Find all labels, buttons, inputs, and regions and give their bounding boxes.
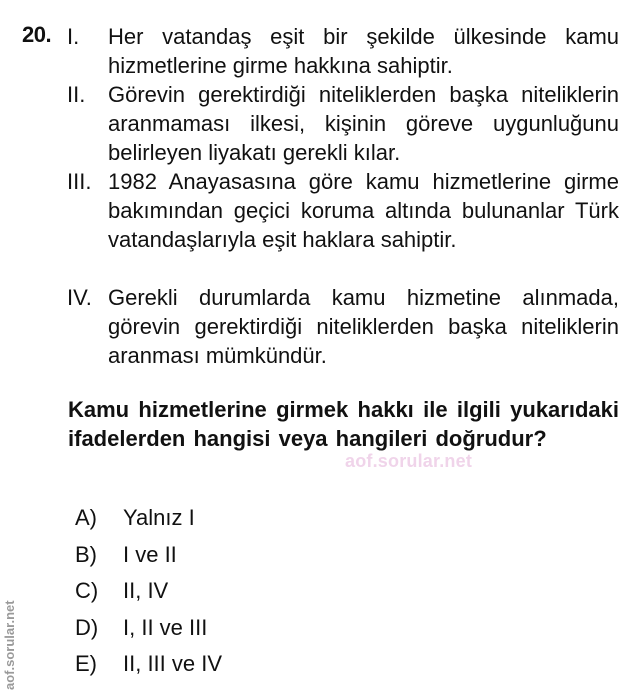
statement-iii [67, 167, 619, 254]
option-letter: B) [75, 541, 97, 567]
option-letter: E) [75, 651, 97, 676]
statement-iv [67, 283, 619, 370]
statement-roman: IV. [67, 285, 92, 310]
statement-text: Gerekli durumlarda kamu hizmetine alınmada, görevin gerektirdiği niteliklerden başka niteliklerin aranması mümkündür. [108, 285, 619, 368]
option-text: II, III ve IV [123, 651, 223, 676]
watermark-center: aof.sorular.net [345, 451, 473, 471]
question-prompt: Kamu hizmetlerine girmek hakkı ile ilgili yukarıdaki ifadelerden hangisi veya hangileri doğrudur? [68, 397, 619, 451]
option-letter: A) [75, 505, 97, 530]
statement-roman: II. [67, 82, 86, 107]
option-text: Yalnız I [123, 505, 195, 530]
option-letter: D) [75, 614, 99, 640]
question-number: 20. [22, 22, 52, 47]
option-text: II, IV [123, 578, 169, 603]
option-text: I ve II [123, 541, 177, 567]
statement-text: Her vatandaş eşit bir şekilde ülkesinde kamu hizmetlerine girme hakkına sahiptir. [108, 24, 619, 78]
option-letter: C) [75, 578, 99, 603]
statement-text: 1982 Anayasasına göre kamu hizmetlerine girme bakımından geçici koruma altında bulunanlar Türk vatandaşlarıyla eşit haklara sahiptir. [108, 169, 619, 252]
statement-roman: III. [67, 169, 92, 194]
statement-ii [67, 80, 619, 167]
statement-text: Görevin gerektirdiği niteliklerden başka niteliklerin aranmaması ilkesi, kişinin göreve uygunluğunu belirleyen liyakatı gerekli kılar. [108, 82, 619, 165]
statement-i [67, 22, 619, 80]
statement-roman: I. [67, 24, 80, 49]
watermark-side: aof.sorular.net [2, 600, 17, 690]
option-text: I, II ve III [123, 614, 208, 640]
